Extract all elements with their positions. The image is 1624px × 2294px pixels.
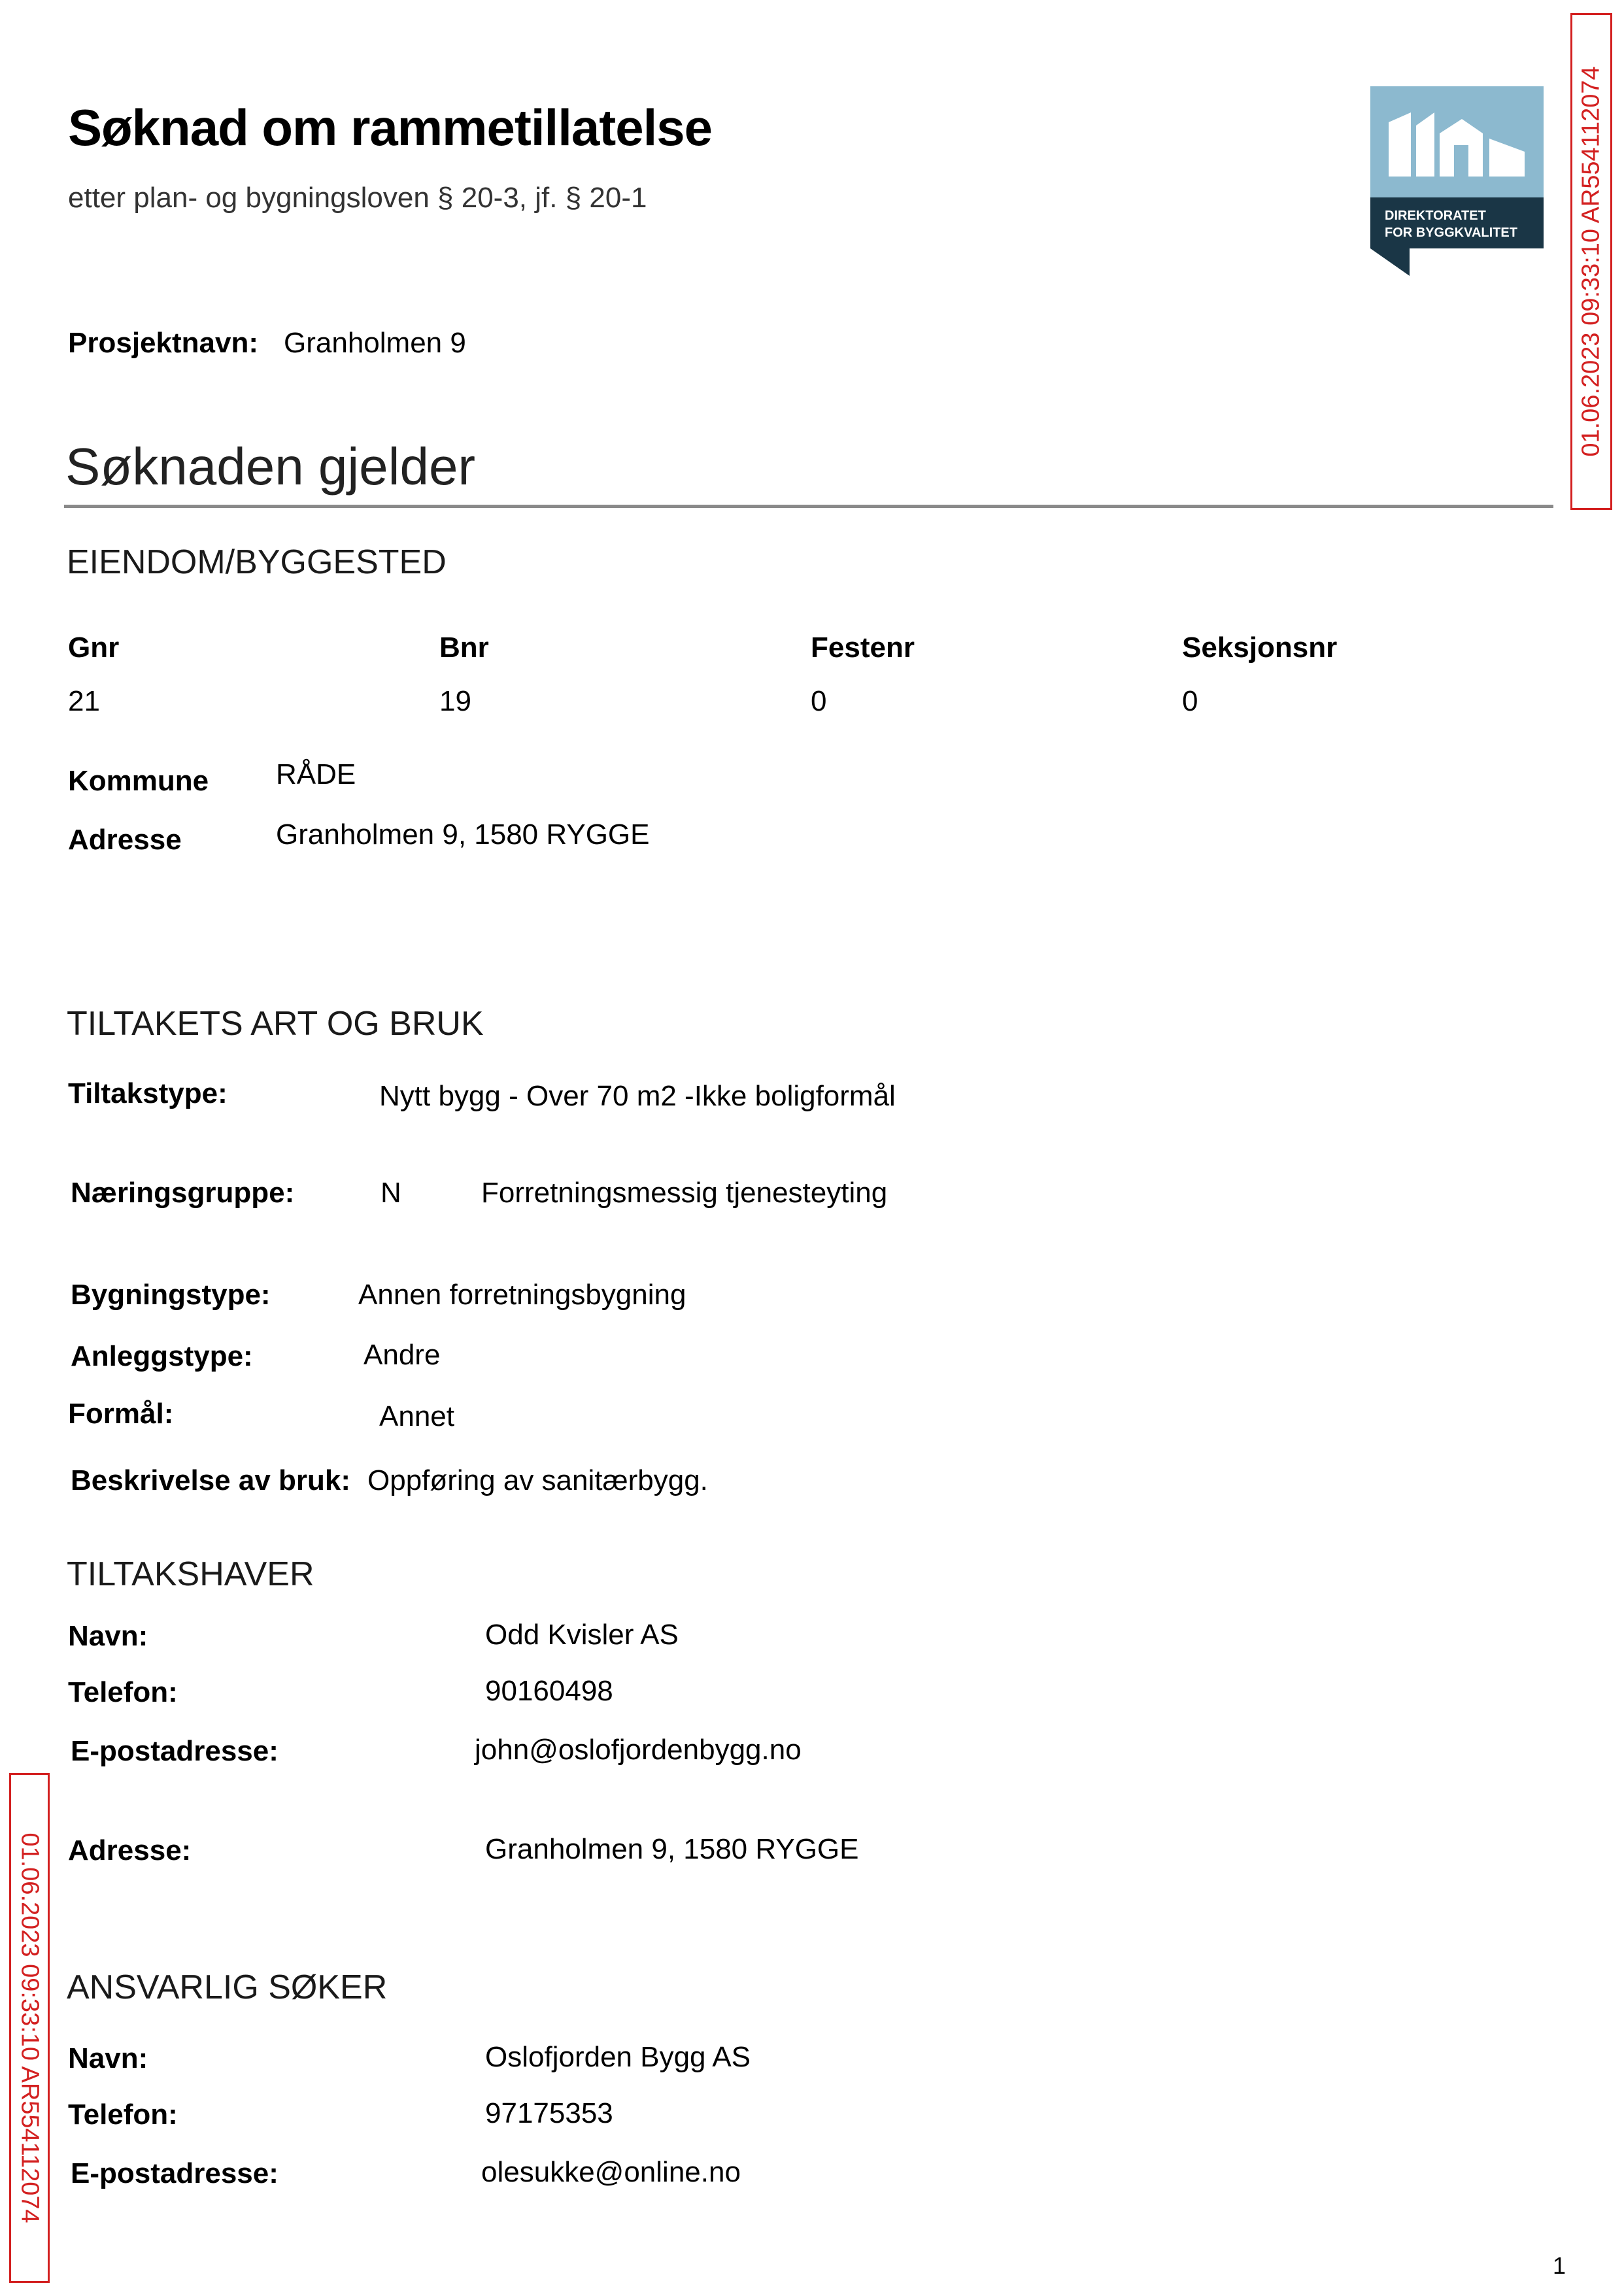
soker-navn-label: Navn:	[68, 2042, 148, 2074]
document-subtitle: etter plan- og bygningsloven § 20-3, jf. § 20-1	[68, 182, 647, 214]
date-stamp-text: 01.06.2023 09:33:10 AR554112074	[16, 1832, 44, 2223]
soker-epost-label: E-postadresse:	[71, 2157, 279, 2189]
tiltakshaver-navn-value: Odd Kvisler AS	[485, 1619, 679, 1651]
tiltakshaver-heading: TILTAKSHAVER	[67, 1555, 314, 1593]
ansvarlig-soker-heading: ANSVARLIG SØKER	[67, 1968, 388, 2006]
tiltak-heading: TILTAKETS ART OG BRUK	[67, 1005, 484, 1043]
tiltakshaver-epost-value: john@oslofjordenbygg.no	[475, 1734, 802, 1766]
date-stamp-right	[1570, 13, 1612, 510]
naeringsgruppe-code: N	[381, 1177, 401, 1209]
festenr-label: Festenr	[811, 632, 915, 664]
formaal-label: Formål:	[68, 1398, 174, 1430]
formaal-value: Annet	[379, 1400, 454, 1432]
tiltakstype-label: Tiltakstype:	[68, 1077, 228, 1109]
tiltakshaver-adresse-label: Adresse:	[68, 1834, 192, 1866]
bnr-value: 19	[439, 685, 471, 717]
anleggstype-value: Andre	[364, 1339, 441, 1371]
dibk-logo-graphic	[1370, 86, 1544, 276]
beskrivelse-label: Beskrivelse av bruk:	[71, 1464, 351, 1496]
document-title: Søknad om rammetillatelse	[68, 99, 713, 156]
page-number: 1	[1553, 2252, 1566, 2279]
dibk-logo	[1370, 86, 1544, 276]
beskrivelse-value: Oppføring av sanitærbygg.	[367, 1464, 708, 1496]
soker-telefon-value: 97175353	[485, 2097, 613, 2129]
eiendom-heading: EIENDOM/BYGGESTED	[67, 543, 447, 581]
date-stamp-text: 01.06.2023 09:33:10 AR554112074	[1577, 66, 1605, 457]
tiltakshaver-telefon-value: 90160498	[485, 1675, 613, 1707]
adresse-label: Adresse	[68, 824, 182, 856]
tiltakstype-value: Nytt bygg - Over 70 m2 -Ikke boligformål	[379, 1080, 896, 1112]
kommune-label: Kommune	[68, 765, 209, 797]
seksjonsnr-label: Seksjonsnr	[1182, 632, 1338, 664]
naeringsgruppe-label: Næringsgruppe:	[71, 1177, 295, 1209]
section-title: Søknaden gjelder	[65, 437, 476, 496]
bygningstype-label: Bygningstype:	[71, 1279, 271, 1311]
bygningstype-value: Annen forretningsbygning	[358, 1279, 686, 1311]
section-divider	[64, 505, 1553, 508]
gnr-value: 21	[68, 685, 100, 717]
date-stamp-left	[9, 1773, 50, 2283]
anleggstype-label: Anleggstype:	[71, 1340, 253, 1372]
soker-navn-value: Oslofjorden Bygg AS	[485, 2041, 751, 2073]
project-value: Granholmen 9	[284, 327, 466, 359]
logo-text-line1: DIREKTORATET	[1385, 209, 1486, 223]
logo-text-line2: FOR BYGGKVALITET	[1385, 226, 1517, 240]
soker-epost-value: olesukke@online.no	[481, 2156, 741, 2188]
project-label: Prosjektnavn:	[68, 327, 258, 359]
soker-telefon-label: Telefon:	[68, 2099, 178, 2131]
tiltakshaver-adresse-value: Granholmen 9, 1580 RYGGE	[485, 1833, 859, 1865]
tiltakshaver-telefon-label: Telefon:	[68, 1676, 178, 1708]
adresse-value: Granholmen 9, 1580 RYGGE	[276, 818, 650, 851]
tiltakshaver-navn-label: Navn:	[68, 1620, 148, 1652]
naeringsgruppe-value: Forretningsmessig tjenesteyting	[481, 1177, 888, 1209]
festenr-value: 0	[811, 685, 827, 717]
seksjonsnr-value: 0	[1182, 685, 1198, 717]
kommune-value: RÅDE	[276, 758, 356, 790]
bnr-label: Bnr	[439, 632, 489, 664]
gnr-label: Gnr	[68, 632, 120, 664]
tiltakshaver-epost-label: E-postadresse:	[71, 1735, 279, 1767]
